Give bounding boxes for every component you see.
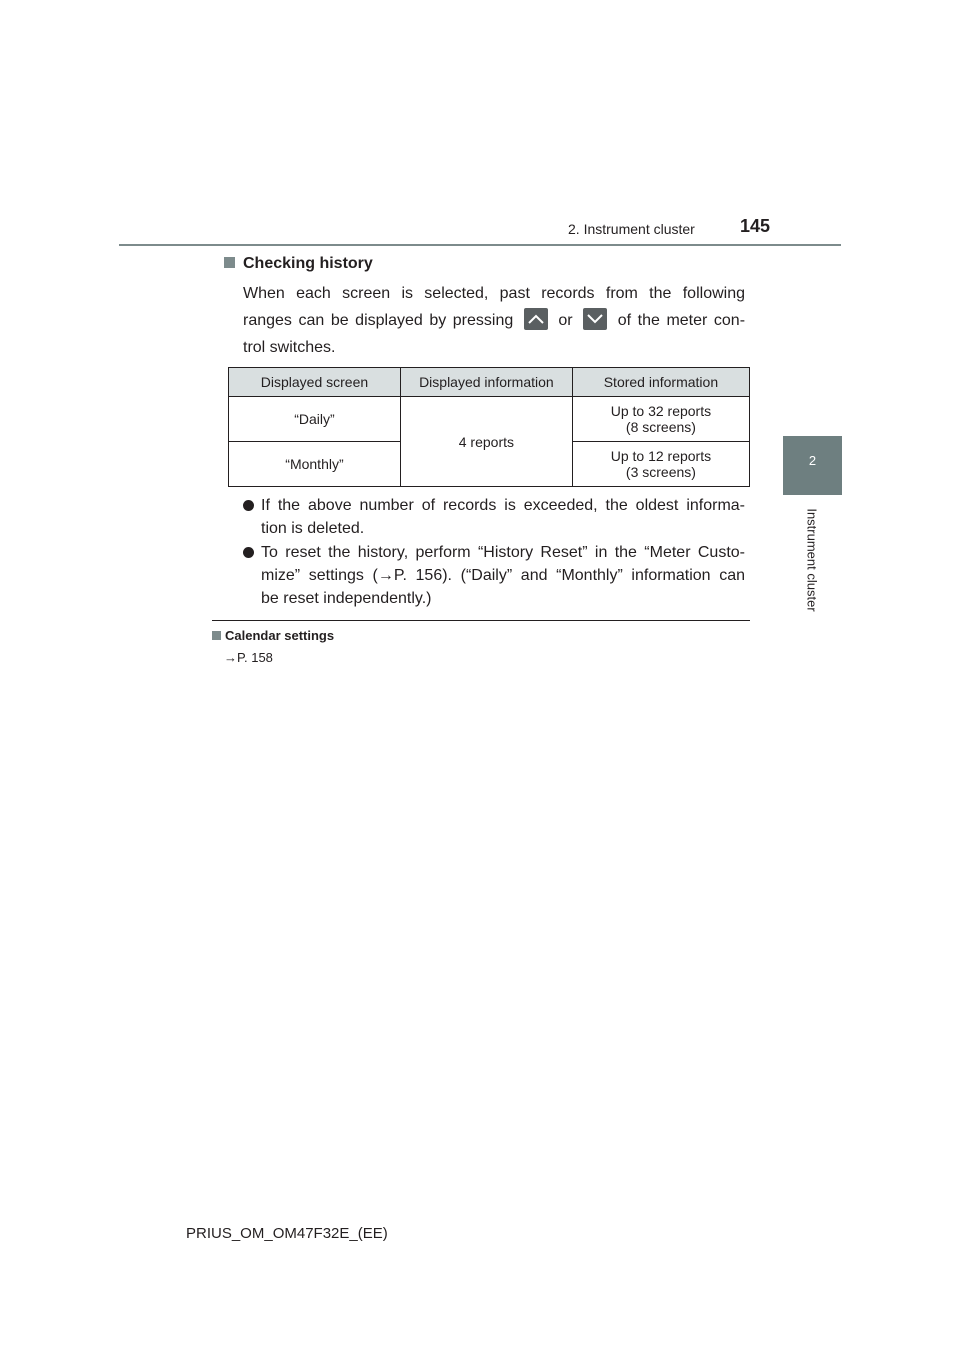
square-bullet-icon	[212, 631, 221, 640]
bullet-list	[243, 494, 745, 611]
stored-line: (8 screens)	[625, 419, 696, 435]
section-paragraph	[243, 280, 745, 361]
table-cell-screen: “Monthly”	[229, 442, 401, 487]
page-reference-link[interactable]: →P. 158	[224, 650, 273, 665]
sub-section-heading	[212, 628, 334, 643]
stored-line: Up to 32 reports	[610, 403, 712, 419]
table-cell-stored	[572, 397, 749, 442]
paragraph-text: or	[558, 312, 573, 329]
bullet-dot-icon	[243, 500, 254, 511]
paragraph-line: trol switches.	[243, 339, 336, 356]
section-divider	[212, 620, 750, 621]
table-cell-screen: “Daily”	[229, 397, 401, 442]
bullet-line: be reset independently.)	[261, 590, 432, 607]
page-number: 145	[740, 216, 771, 236]
column-header: Displayed information	[400, 368, 572, 397]
stored-line: (3 screens)	[625, 464, 696, 480]
bullet-line: If the above number of records is exceeded, the oldest informa-	[261, 497, 745, 514]
table-cell-stored	[572, 442, 749, 487]
bullet-dot-icon	[243, 547, 254, 558]
paragraph-text: ranges can be displayed by pressing	[243, 312, 514, 329]
header-section-title: 2. Instrument cluster	[568, 221, 695, 237]
chevron-down-icon	[583, 308, 607, 330]
chapter-tab-label: Instrument cluster	[804, 508, 820, 612]
column-header: Displayed screen	[229, 368, 401, 397]
square-bullet-icon	[224, 257, 235, 268]
section-heading-text: Checking history	[243, 255, 373, 272]
sub-heading-text: Calendar settings	[225, 628, 335, 643]
chevron-up-icon	[524, 308, 548, 330]
paragraph-text: of the meter con-	[617, 312, 746, 329]
bullet-line: To reset the history, perform “History Reset” in the “Meter Custo-	[261, 544, 745, 561]
paragraph-line	[243, 307, 745, 334]
chapter-tab-number: 2	[808, 453, 817, 468]
list-item	[243, 494, 745, 540]
paragraph-line: When each screen is selected, past records from the following	[243, 285, 745, 302]
table-row	[229, 397, 750, 442]
list-item	[243, 541, 745, 610]
table-cell-info: 4 reports	[400, 397, 572, 487]
bullet-line: tion is deleted.	[261, 520, 365, 537]
section-heading	[224, 255, 373, 273]
table-header-row	[229, 368, 750, 397]
footer-doc-code: PRIUS_OM_OM47F32E_(EE)	[186, 1225, 388, 1242]
header-rule	[119, 244, 841, 246]
stored-line: Up to 12 reports	[610, 448, 712, 464]
bullet-line: mize” settings (→P. 156). (“Daily” and “Monthly” information can	[261, 567, 745, 584]
history-table	[228, 367, 750, 487]
column-header: Stored information	[572, 368, 749, 397]
